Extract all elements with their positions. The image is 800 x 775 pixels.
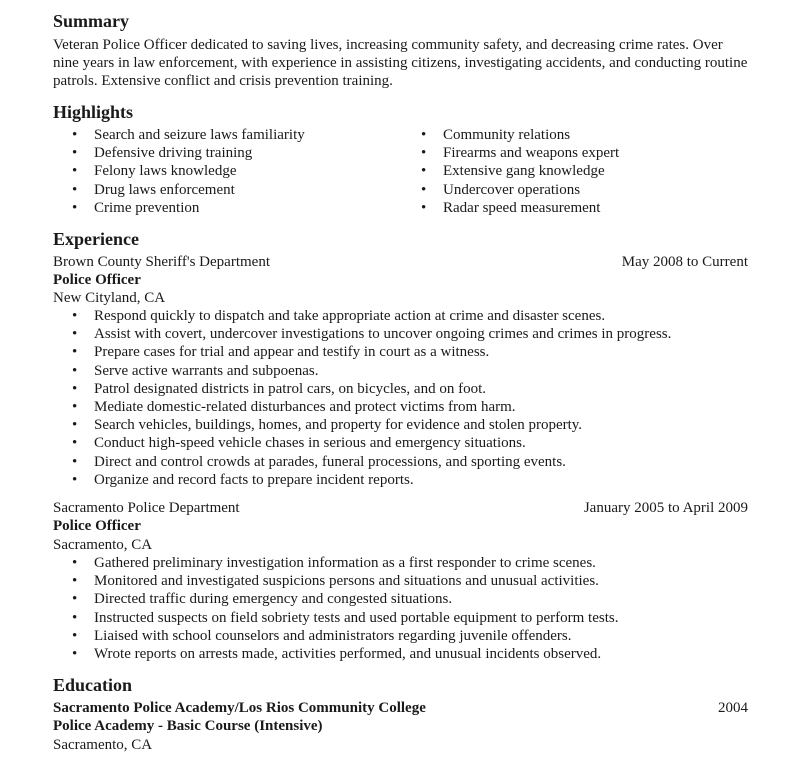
job-header [53, 253, 748, 271]
list-item: • Direct and control crowds at parades, funeral processions, and sporting events. [53, 453, 671, 471]
job-location: New Cityland, CA [53, 290, 166, 306]
employer-name: Sacramento Police Department [53, 500, 240, 516]
summary-heading: Summary [53, 11, 129, 31]
list-item: • Liaised with school counselors and administrators regarding juvenile offenders. [53, 627, 618, 645]
list-item: • Wrote reports on arrests made, activities performed, and unusual incidents observed. [53, 645, 618, 663]
list-item: • Undercover operations [402, 181, 619, 199]
list-item: • Assist with covert, undercover investigations to uncover ongoing crimes and crimes in progress. [53, 325, 671, 343]
list-item: • Search and seizure laws familiarity [53, 126, 305, 144]
degree-name: Police Academy - Basic Course (Intensive) [53, 718, 323, 734]
education-heading: Education [53, 675, 133, 695]
employer-name: Brown County Sheriff's Department [53, 254, 270, 270]
education-header [53, 699, 748, 717]
list-item: • Respond quickly to dispatch and take appropriate action at crime and disaster scenes. [53, 307, 671, 325]
list-item: • Drug laws enforcement [53, 181, 305, 199]
education-location: Sacramento, CA [53, 737, 153, 753]
cut-off-next-entry [53, 757, 748, 775]
list-item: • Serve active warrants and subpoenas. [53, 362, 671, 380]
job-location: Sacramento, CA [53, 537, 153, 553]
school-name: Sacramento Police Academy/Los Rios Community College [53, 700, 426, 716]
job-duties-list [53, 307, 671, 489]
highlights-right-list [402, 126, 619, 217]
header-remnant [303, 0, 543, 2]
job-dates: January 2005 to April 2009 [583, 500, 748, 516]
list-item: • Instructed suspects on field sobriety tests and used portable equipment to perform tests. [53, 609, 618, 627]
job-dates: May 2008 to Current [621, 254, 748, 270]
list-item: • Conduct high-speed vehicle chases in serious and emergency situations. [53, 434, 671, 452]
list-item: • Crime prevention [53, 199, 305, 217]
education-year: 2004 [718, 700, 748, 716]
highlights-heading: Highlights [53, 102, 134, 122]
list-item: • Search vehicles, buildings, homes, and property for evidence and stolen property. [53, 416, 671, 434]
list-item: • Mediate domestic-related disturbances and protect victims from harm. [53, 398, 671, 416]
highlights-left-list [53, 126, 305, 217]
job-header [53, 499, 748, 517]
list-item: • Community relations [402, 126, 619, 144]
list-item: • Prepare cases for trial and appear and testify in court as a witness. [53, 343, 671, 361]
list-item: • Directed traffic during emergency and congested situations. [53, 590, 618, 608]
list-item: • Extensive gang knowledge [402, 162, 619, 180]
list-item: • Organize and record facts to prepare incident reports. [53, 471, 671, 489]
job-title: Police Officer [53, 272, 141, 288]
list-item: • Defensive driving training [53, 144, 305, 162]
list-item: • Firearms and weapons expert [402, 144, 619, 162]
list-item: • Gathered preliminary investigation information as a first responder to crime scenes. [53, 554, 618, 572]
list-item: • Felony laws knowledge [53, 162, 305, 180]
list-item: • Radar speed measurement [402, 199, 619, 217]
list-item: • Monitored and investigated suspicions persons and situations and unusual activities. [53, 572, 618, 590]
job-title: Police Officer [53, 518, 141, 534]
resume-page [53, 0, 748, 768]
job-duties-list [53, 554, 618, 663]
experience-heading: Experience [53, 229, 139, 249]
summary-text: Veteran Police Officer dedicated to saving lives, increasing community safety, and decreasing crime rates. Over nine years in law enforcement, with experience in assisting citizens, investigating accidents, and conducting routine patrols. Extensive conflict and crisis prevention training. [53, 37, 748, 90]
list-item: • Patrol designated districts in patrol cars, on bicycles, and on foot. [53, 380, 671, 398]
